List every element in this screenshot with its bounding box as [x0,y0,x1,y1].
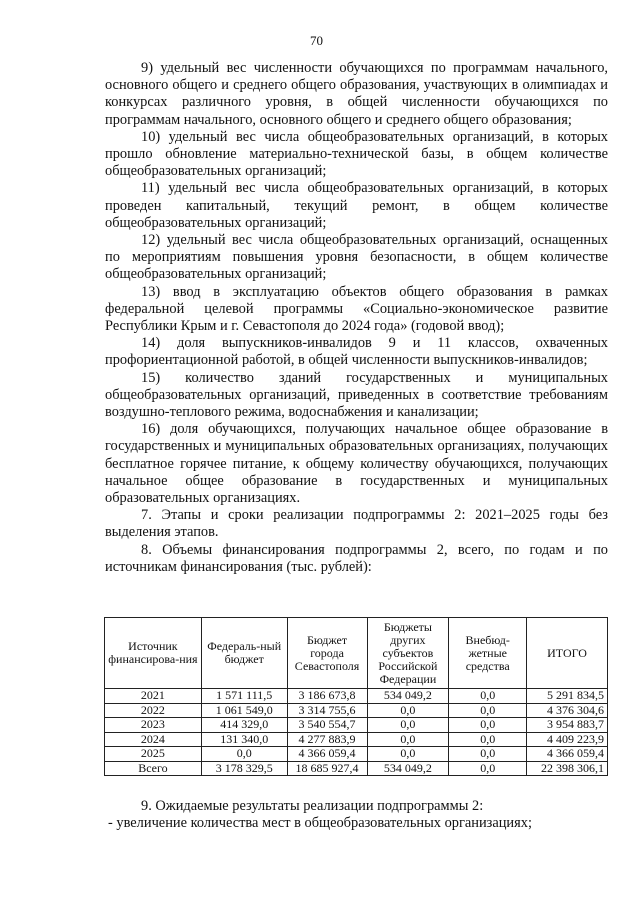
table-cell: 3 314 755,6 [287,703,367,718]
page-number: 70 [310,33,323,48]
table-cell: 3 540 554,7 [287,718,367,733]
header-source: Источник финансирова-ния [105,618,202,689]
table-cell: 3 954 883,7 [527,718,608,733]
indicator-10: 10) удельный вес числа общеобразовательных организаций, в которых прошло обновление материально-технической базы, в общем количестве общеобразовательных организаций; [105,128,608,180]
table-cell: 0,0 [367,718,449,733]
table-cell: 2024 [105,732,202,747]
table-cell: 5 291 834,5 [527,689,608,704]
table-row [105,689,608,704]
header-other-subjects: Бюджеты других субъектов Российской Федерации [367,618,449,689]
header-total: ИТОГО [527,618,608,689]
table-cell: 22 398 306,1 [527,761,608,776]
table-cell: 0,0 [367,732,449,747]
indicator-15: 15) количество зданий государственных и муниципальных общеобразовательных организаций, приведенных в соответствие требованиям воздушно-теплового режима, водоснабжения и канализации; [105,369,608,421]
expected-results [108,798,611,832]
table-cell: 534 049,2 [367,761,449,776]
table-row [105,732,608,747]
table-cell: 2025 [105,747,202,762]
table-cell: 0,0 [449,732,527,747]
indicator-12: 12) удельный вес числа общеобразовательных организаций, оснащенных по мероприятиям повышения уровня безопасности, в общем количестве общеобразовательных организаций; [105,232,608,283]
header-federal: Федераль-ный бюджет [201,618,287,689]
financing-table [104,617,608,776]
table-cell: 1 571 111,5 [201,689,287,704]
table-cell: 0,0 [367,703,449,718]
table-row [105,703,608,718]
header-city: Бюджет города Севастополя [287,618,367,689]
table-cell: 0,0 [449,761,527,776]
table-cell: 2021 [105,689,202,704]
table-cell: 4 376 304,6 [527,703,608,718]
document-body [105,60,608,576]
results-item: - увеличение количества мест в общеобразовательных организациях; [108,815,532,832]
table-total-row [105,761,608,776]
table-cell: 0,0 [201,747,287,762]
table-cell: 414 329,0 [201,718,287,733]
table-cell: 0,0 [449,689,527,704]
table-row [105,747,608,762]
indicator-9: 9) удельный вес численности обучающихся по программам начального, основного общего и среднего общего образования, участвующих в олимпиадах и конкурсах различного уровня, в общей численности обучающихся по программам начального, основного общего и среднего общего образования; [105,60,608,128]
indicator-14: 14) доля выпускников-инвалидов 9 и 11 классов, охваченных профориентационной работой, в общей численности выпускников-инвалидов; [105,335,608,369]
table-cell: 534 049,2 [367,689,449,704]
table-cell: 0,0 [449,718,527,733]
table-cell: 4 366 059,4 [287,747,367,762]
table-header-row [105,618,608,689]
results-heading: 9. Ожидаемые результаты реализации подпрограммы 2: [141,798,484,814]
header-extrabudget: Внебюд-жетные средства [449,618,527,689]
table-cell: 0,0 [367,747,449,762]
section-7-stages: 7. Этапы и сроки реализации подпрограммы 2: 2021–2025 годы без выделения этапов. [105,507,608,541]
table-cell: 0,0 [449,703,527,718]
indicator-13: 13) ввод в эксплуатацию объектов общего образования в рамках федеральной целевой программы «Социально-экономическое развитие Республики Крым и г. Севастополя до 2024 года» (годовой ввод); [105,283,608,335]
table-cell: 3 178 329,5 [201,761,287,776]
table-cell: 3 186 673,8 [287,689,367,704]
table-row [105,718,608,733]
table-cell: 1 061 549,0 [201,703,287,718]
indicator-11: 11) удельный вес числа общеобразовательных организаций, в которых проведен капитальный, текущий ремонт, в общем количестве общеобразовательных организаций; [105,180,608,231]
table-cell: 4 366 059,4 [527,747,608,762]
table-cell: 2023 [105,718,202,733]
table-cell: 4 409 223,9 [527,732,608,747]
section-8-financing: 8. Объемы финансирования подпрограммы 2, всего, по годам и по источникам финансирования (тыс. рублей): [105,541,608,575]
table-cell: Всего [105,761,202,776]
indicator-16: 16) доля обучающихся, получающих начальное общее образование в государственных и муниципальных образовательных организациях, получающих бесплатное горячее питание, к общему количеству обучающихся, получающих начальное общее образование в государственных и муниципальных образовательных организациях. [105,421,608,507]
table-cell: 18 685 927,4 [287,761,367,776]
table-cell: 4 277 883,9 [287,732,367,747]
table-cell: 0,0 [449,747,527,762]
table-cell: 131 340,0 [201,732,287,747]
table-cell: 2022 [105,703,202,718]
